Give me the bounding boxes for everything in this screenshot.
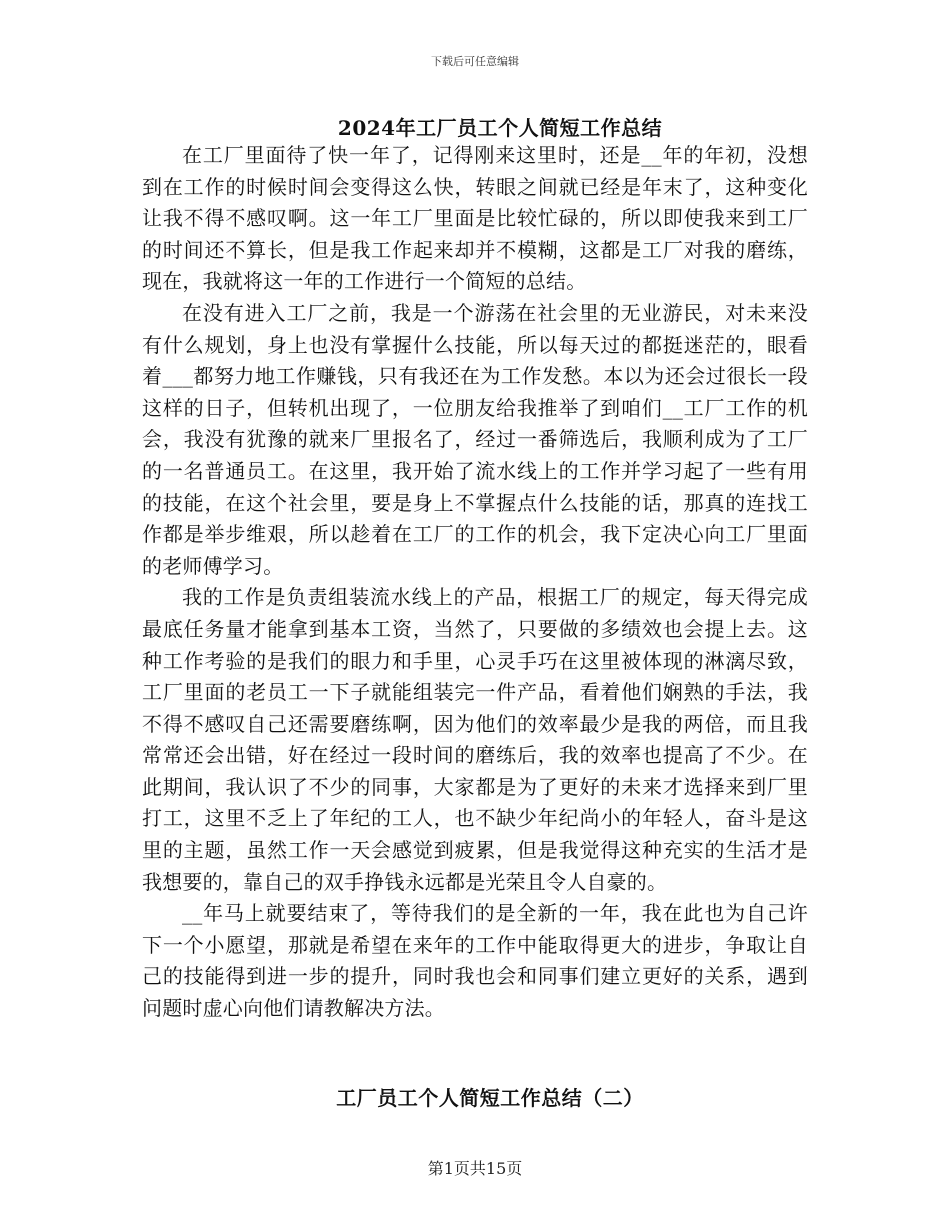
- paragraph: 在工厂里面待了快一年了，记得刚来这里时，还是__年的年初，没想到在工作的时候时间会变得这么快，转眼之间就已经是年末了，这种变化让我不得不感叹啊。这一年工厂里面是比较忙碌的，所以即使我来到工厂的时间还不算长，但是我工作起来却并不模糊，这都是工厂对我的磨练，现在，我就将这一年的工作进行一个简短的总结。: [142, 143, 808, 294]
- document-body: [142, 140, 808, 1025]
- section-title: 工厂员工个人简短工作总结（二）: [336, 1086, 644, 1110]
- paragraph: 我的工作是负责组装流水线上的产品，根据工厂的规定，每天得完成最底任务量才能拿到基本工资，当然了，只要做的多绩效也会提上去。这种工作考验的是我们的眼力和手里，心灵手巧在这里被体现的淋漓尽致，工厂里面的老员工一下子就能组装完一件产品，看着他们娴熟的手法，我不得不感叹自己还需要磨练啊，因为他们的效率最少是我的两倍，而且我常常还会出错，好在经过一段时间的磨练后，我的效率也提高了不少。在此期间，我认识了不少的同事，大家都是为了更好的未来才选择来到厂里打工，这里不乏上了年纪的工人，也不缺少年纪尚小的年轻人，奋斗是这里的主题，虽然工作一天会感觉到疲累，但是我觉得这种充实的生活才是我想要的，靠自己的双手挣钱永远都是光荣且令人自豪的。: [142, 585, 808, 894]
- document-title: 2024年工厂员工个人简短工作总结: [337, 116, 663, 140]
- paragraph: __年马上就要结束了，等待我们的是全新的一年，我在此也为自己许下一个小愿望，那就是希望在来年的工作中能取得更大的进步，争取让自己的技能得到进一步的提升，同时我也会和同事们建立更好的关系，遇到问题时虚心向他们请教解决方法。: [142, 901, 808, 1021]
- paragraph: 在没有进入工厂之前，我是一个游荡在社会里的无业游民，对未来没有什么规划，身上也没有掌握什么技能，所以每天过的都挺迷茫的，眼看着___都努力地工作赚钱，只有我还在为工作发愁。本以为还会过很长一段这样的日子，但转机出现了，一位朋友给我推举了到咱们__工厂工作的机会，我没有犹豫的就来厂里报名了，经过一番筛选后，我顺利成为了工厂的一名普通员工。在这里，我开始了流水线上的工作并学习起了一些有用的技能，在这个社会里，要是身上不掌握点什么技能的话，那真的连找工作都是举步维艰，所以趁着在工厂的工作的机会，我下定决心向工厂里面的老师傅学习。: [142, 300, 808, 578]
- header-note: 下载后可任意编辑: [431, 55, 519, 68]
- page-number: 第1页共15页: [427, 1159, 523, 1178]
